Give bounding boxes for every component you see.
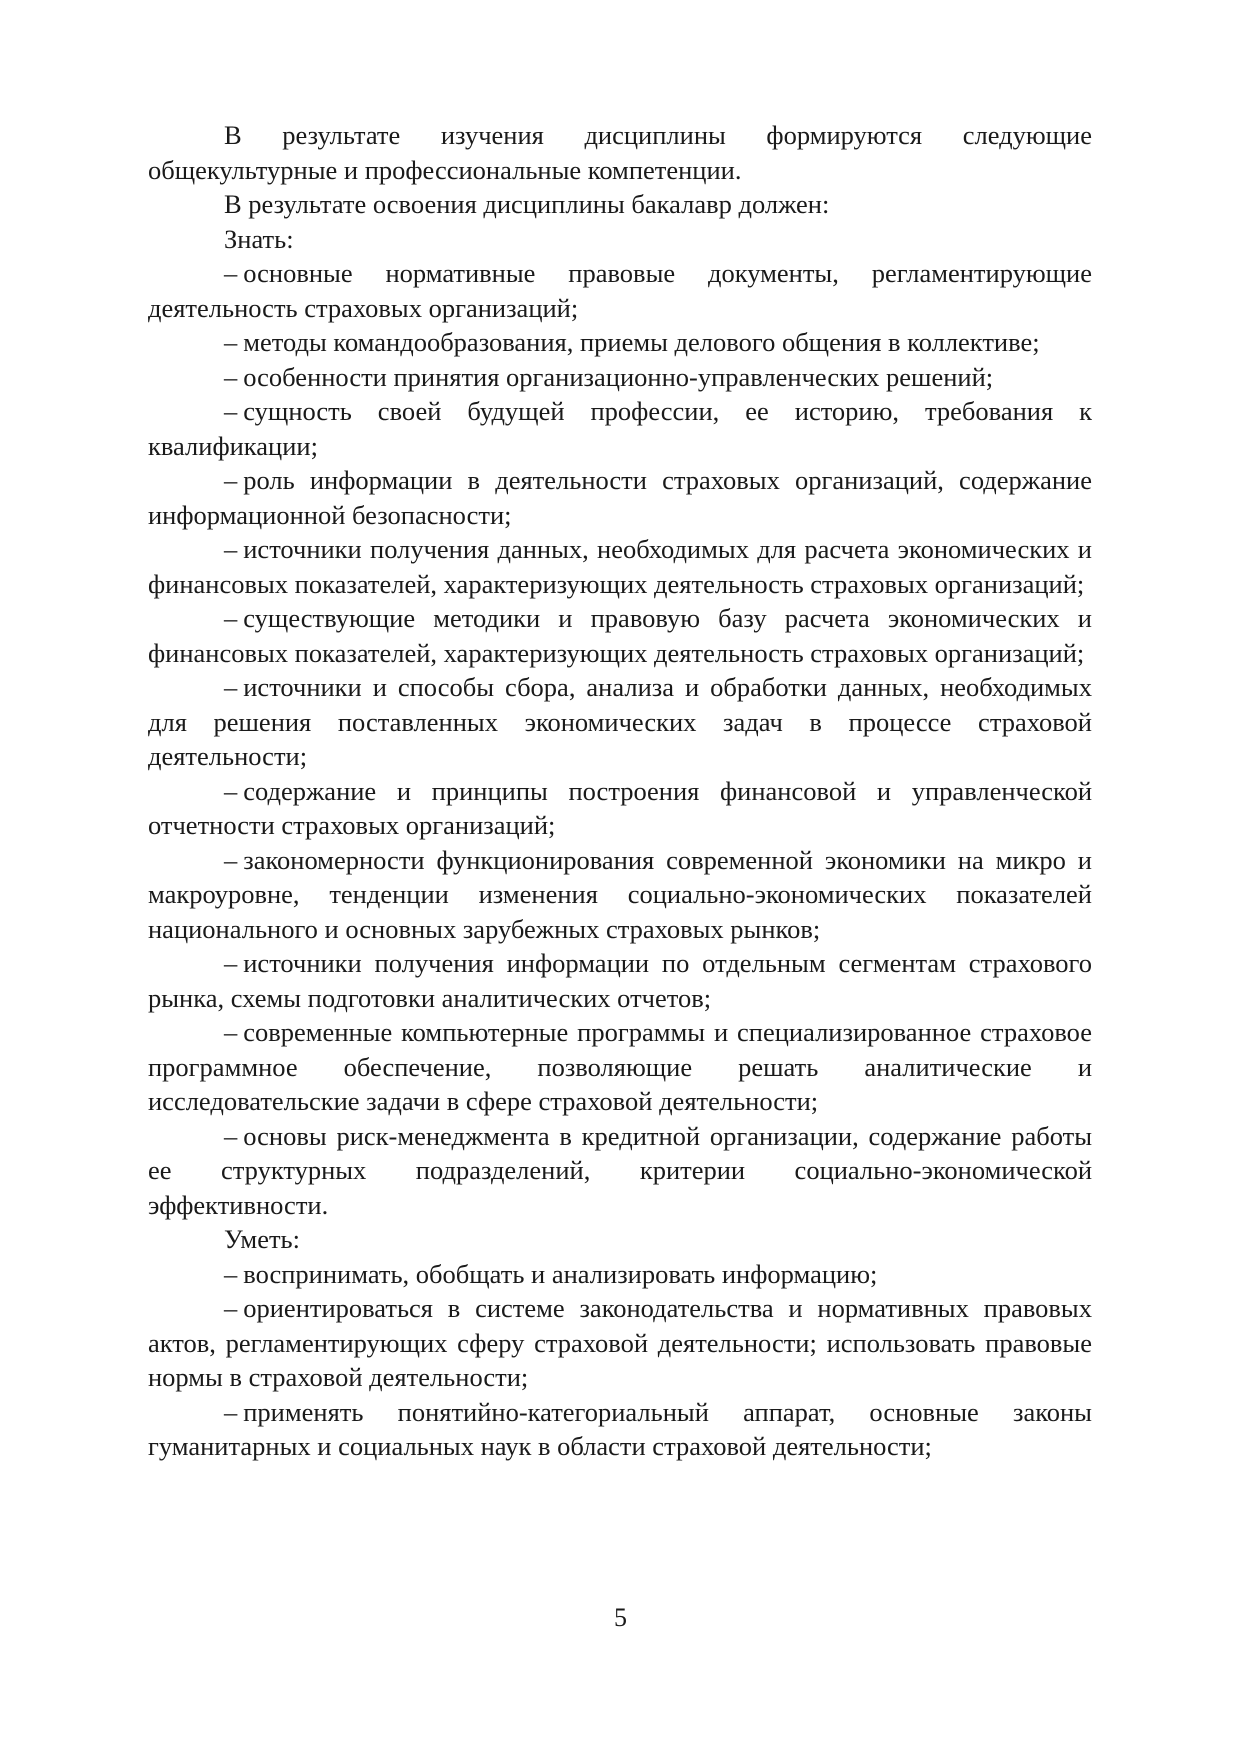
dash-marker: – [224,1293,238,1323]
list-item: – ориентироваться в системе законодательства и нормативных правовых актов, регламентирующих сферу страховой деятельности; использовать правовые нормы в страховой деятельности; [148,1293,1092,1392]
dash-marker: – [224,603,238,633]
list-item: – закономерности функционирования современной экономики на микро и макроуровне, тенденции изменения социально-экономических показателей национального и основных зарубежных страховых рынков; [148,844,1092,944]
list-item: – источники получения информации по отдельным сегментам страхового рынка, схемы подготовки аналитических отчетов; [148,948,1092,1013]
intro-paragraph: В результате изучения дисциплины формируются следующие общекультурные и профессиональные компетенции. [148,120,1092,185]
list-item: – методы командообразования, приемы делового общения в коллективе; [224,327,1040,357]
dash-marker: – [224,844,238,875]
list-item: – роль информации в деятельности страховых организаций, содержание информационной безопасности; [148,465,1092,530]
dash-marker: – [224,1017,238,1047]
dash-marker: – [224,396,238,426]
dash-marker: – [224,361,238,392]
dash-marker: – [224,534,238,564]
know-list [148,256,1092,1222]
list-item: – особенности принятия организационно-управленческих решений; [224,361,994,392]
intro-requirement: В результате освоения дисциплины бакалавр должен: [224,189,830,219]
list-item: – применять понятийно-категориальный аппарат, основные законы гуманитарных и социальных наук в области страховой деятельности; [148,1396,1092,1461]
dash-marker: – [224,775,238,806]
list-item: – источники получения данных, необходимых для расчета экономических и финансовых показателей, характеризующих деятельность страховых организаций; [148,534,1092,599]
list-item: – основные нормативные правовые документы, регламентирующие деятельность страховых организаций; [148,258,1092,323]
document-page [148,118,1092,1464]
page-number: 5 [614,1603,627,1632]
dash-marker: – [224,327,238,357]
list-item: – источники и способы сбора, анализа и обработки данных, необходимых для решения поставленных экономических задач в процессе страховой деятельности; [148,672,1092,771]
list-item: – сущность своей будущей профессии, ее историю, требования к квалификации; [148,396,1092,461]
able-list [148,1257,1092,1464]
know-heading: Знать: [224,223,294,254]
dash-marker: – [224,1120,238,1151]
list-item: – существующие методики и правовую базу расчета экономических и финансовых показателей, характеризующих деятельность страховых организаций; [148,603,1092,668]
dash-marker: – [224,672,238,702]
dash-marker: – [224,1396,238,1427]
dash-marker: – [224,1258,238,1289]
list-item: – воспринимать, обобщать и анализировать информацию; [224,1258,878,1289]
dash-marker: – [224,465,238,495]
able-heading: Уметь: [224,1224,300,1254]
dash-marker: – [224,948,238,978]
list-item: – основы риск-менеджмента в кредитной организации, содержание работы ее структурных подразделений, критерии социально-экономической эффективности. [148,1120,1092,1220]
list-item: – содержание и принципы построения финансовой и управленческой отчетности страховых организаций; [148,775,1092,840]
list-item: – современные компьютерные программы и специализированное страховое программное обеспечение, позволяющие решать аналитические и исследовательские задачи в сфере страховой деятельности; [148,1017,1092,1116]
dash-marker: – [224,258,238,288]
